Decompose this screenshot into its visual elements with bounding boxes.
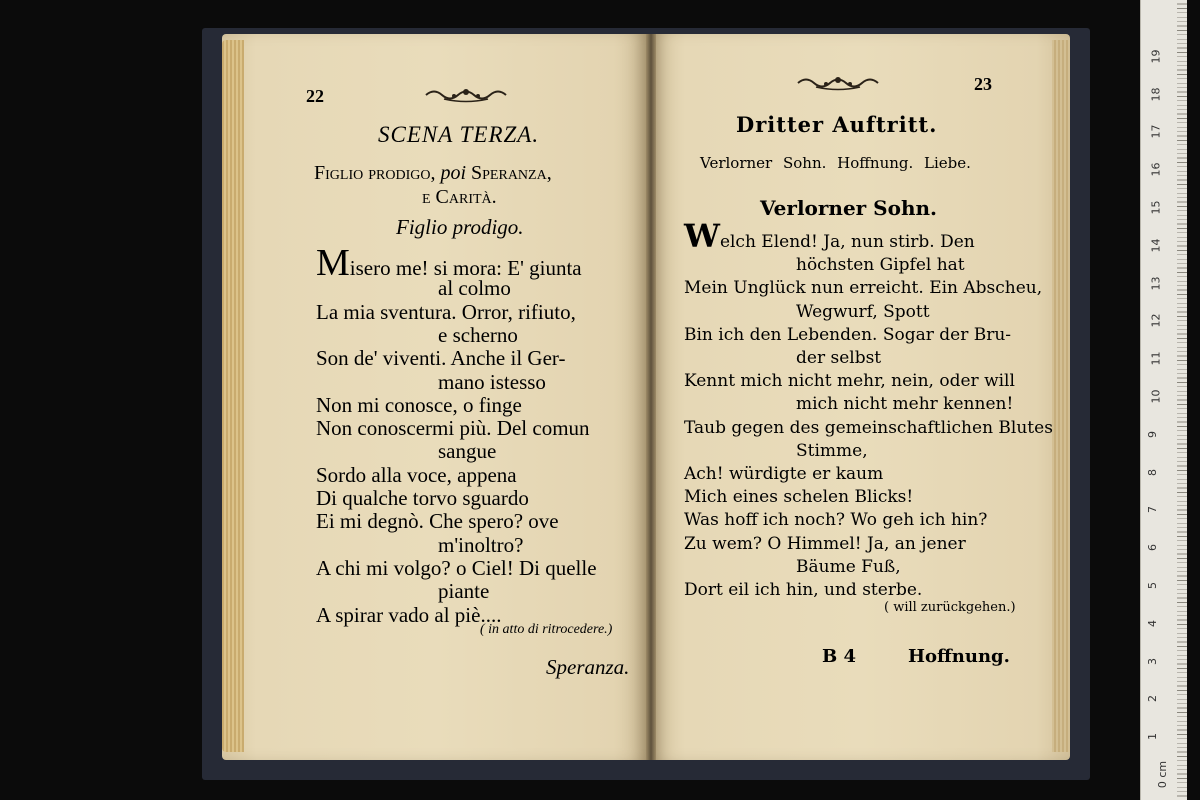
ruler-label: 4: [1146, 619, 1159, 627]
right-verse-line: [684, 534, 966, 554]
right-verse-text: Mein Unglück nun erreicht. Ein Abscheu,: [684, 278, 1043, 299]
ruler-label: 17: [1149, 124, 1163, 139]
book-gutter: [646, 34, 656, 760]
right-verse-text: Dort eil ich hin, und sterbe.: [684, 580, 923, 600]
left-verse-line: [316, 464, 517, 486]
left-verse-text: Son de' viventi. Anche il Ger-: [316, 346, 566, 371]
right-verse-line: [796, 394, 1013, 414]
left-verse-line: [438, 534, 523, 556]
right-page-edges: [1052, 40, 1070, 752]
right-verse-line: [684, 464, 883, 484]
right-verse-line: [796, 441, 868, 461]
ruler-label: 12: [1149, 313, 1163, 328]
left-verse-line: [316, 242, 582, 284]
right-verse-text: höchsten Gipfel hat: [796, 255, 965, 276]
right-verse-line: [684, 487, 913, 507]
right-verse-line: [684, 278, 1042, 298]
left-verse-text: e scherno: [438, 322, 518, 347]
left-verse-text: Ei mi degnò. Che spero? ove: [316, 509, 559, 534]
ruler-label: 6: [1146, 544, 1159, 552]
role-figlio: Figlio prodigo,: [314, 162, 441, 184]
right-verse-line: [684, 371, 1015, 391]
right-verse-line: [796, 302, 930, 322]
left-page-number: 22: [306, 86, 324, 106]
left-verse-line: [316, 510, 559, 532]
left-verse-line: [438, 277, 511, 299]
left-speaker: Figlio prodigo.: [396, 215, 524, 239]
right-verse-line: [684, 325, 1011, 345]
ruler-label: 14: [1149, 238, 1163, 253]
ruler-label: 18: [1149, 87, 1163, 102]
left-verse-line: [316, 301, 576, 323]
right-verse-text: Bäume Fuß,: [796, 556, 901, 577]
ruler-label: 16: [1149, 162, 1163, 177]
right-verse-text: Ach! würdigte er kaum: [684, 464, 884, 484]
ruler-label: 7: [1146, 506, 1159, 514]
right-verse-line: [796, 255, 965, 275]
left-verse-text: Sordo alla voce, appena: [316, 462, 517, 487]
left-roles-line-1: [314, 162, 552, 184]
left-ornament-icon: [424, 86, 508, 104]
left-verse-text: La mia sventura. Orror, rifiuto,: [316, 299, 576, 324]
ruler-label: 8: [1146, 468, 1159, 476]
left-verse-line: [316, 557, 597, 579]
right-verse-line: [796, 348, 881, 368]
ruler-label: 1: [1146, 733, 1159, 741]
left-verse-text: m'inoltro?: [438, 532, 524, 557]
left-verse-text: Non conoscermi più. Del comun: [316, 416, 590, 441]
ruler-label: 13: [1149, 276, 1163, 291]
left-verse-line: [316, 347, 565, 369]
ruler-label: 15: [1149, 200, 1163, 215]
right-drop-capital: W: [684, 217, 720, 255]
right-verse-text: der selbst: [796, 348, 882, 368]
left-roles-line-2: e Carità.: [422, 186, 497, 208]
left-verse-text: al colmo: [438, 276, 511, 301]
right-roles: Verlorner Sohn. Hoffnung. Liebe.: [700, 154, 971, 172]
ruler-label: 9: [1146, 430, 1159, 438]
right-verse-text: Kennt mich nicht mehr, nein, oder will: [684, 371, 1015, 392]
left-verse-text: A chi mi volgo? o Ciel! Di quelle: [316, 555, 597, 580]
left-verse-line: [438, 371, 546, 393]
right-verse-line: [684, 418, 1053, 438]
left-verse-text: A spirar vado al piè....: [316, 602, 502, 627]
right-verse-text: Taub gegen des gemeinschaftlichen Blutes: [684, 417, 1053, 438]
left-verse-line: [438, 324, 518, 346]
right-stage-direction: ( will zurückgehen.): [884, 600, 1016, 615]
right-verse-line: [796, 557, 901, 577]
left-verse-text: Di qualche torvo sguardo: [316, 486, 529, 510]
left-catchword: Speranza.: [546, 655, 630, 679]
left-verse-line: [316, 394, 522, 416]
left-verse-line: [438, 440, 496, 462]
right-catchword: Hoffnung.: [908, 646, 1010, 667]
ruler-label: 11: [1149, 351, 1163, 366]
right-verse-text: Wegwurf, Spott: [796, 301, 930, 322]
left-verse-line: [316, 604, 501, 626]
left-verse-text: mano istesso: [438, 369, 546, 394]
left-scene-title: SCENA TERZA.: [378, 122, 540, 147]
right-verse-line: [684, 580, 922, 600]
right-verse-text: Stimme,: [796, 440, 868, 461]
right-verse-line: [684, 510, 987, 530]
ruler-label: 10: [1149, 389, 1163, 404]
right-verse-text: mich nicht mehr kennen!: [796, 394, 1014, 415]
left-verse-text: isero me! si mora: E' giunta: [349, 256, 582, 280]
right-verse-text: Bin ich den Lebenden. Sogar der Bru-: [684, 324, 1012, 345]
role-poi: poi: [440, 162, 472, 184]
right-page-number: 23: [974, 74, 992, 94]
left-verse-line: [316, 417, 590, 439]
left-drop-capital: M: [316, 242, 350, 284]
left-verse-text: sangue: [438, 439, 497, 464]
right-scene-title: Dritter Auftritt.: [736, 112, 938, 137]
ruler-label: 5: [1146, 582, 1159, 589]
left-verse-line: [316, 487, 529, 509]
left-verse-text: Non mi conosce, o finge: [316, 392, 522, 417]
right-verse-text: Zu wem? O Himmel! Ja, an jener: [684, 533, 966, 554]
role-speranza: Speranza,: [471, 162, 552, 184]
right-verse-text: Mich eines schelen Blicks!: [684, 487, 914, 508]
right-speaker: Verlorner Sohn.: [760, 196, 938, 220]
right-ornament-icon: [796, 74, 880, 92]
measurement-ruler: [1140, 0, 1187, 800]
ruler-label: 2: [1146, 695, 1159, 703]
ruler-label: 3: [1146, 657, 1159, 665]
left-verse-text: piante: [438, 579, 490, 604]
left-stage-direction: ( in atto di ritrocedere.): [480, 622, 613, 637]
left-verse-line: [438, 580, 489, 602]
right-verse-text: elch Elend! Ja, nun stirb. Den: [719, 232, 975, 252]
left-page-edges: [222, 40, 244, 752]
ruler-label: 0 cm: [1156, 760, 1170, 789]
right-signature: B 4: [822, 646, 857, 667]
ruler-label: 19: [1149, 49, 1163, 64]
right-verse-text: Was hoff ich noch? Wo geh ich hin?: [684, 510, 988, 531]
right-verse-line: [684, 217, 975, 255]
